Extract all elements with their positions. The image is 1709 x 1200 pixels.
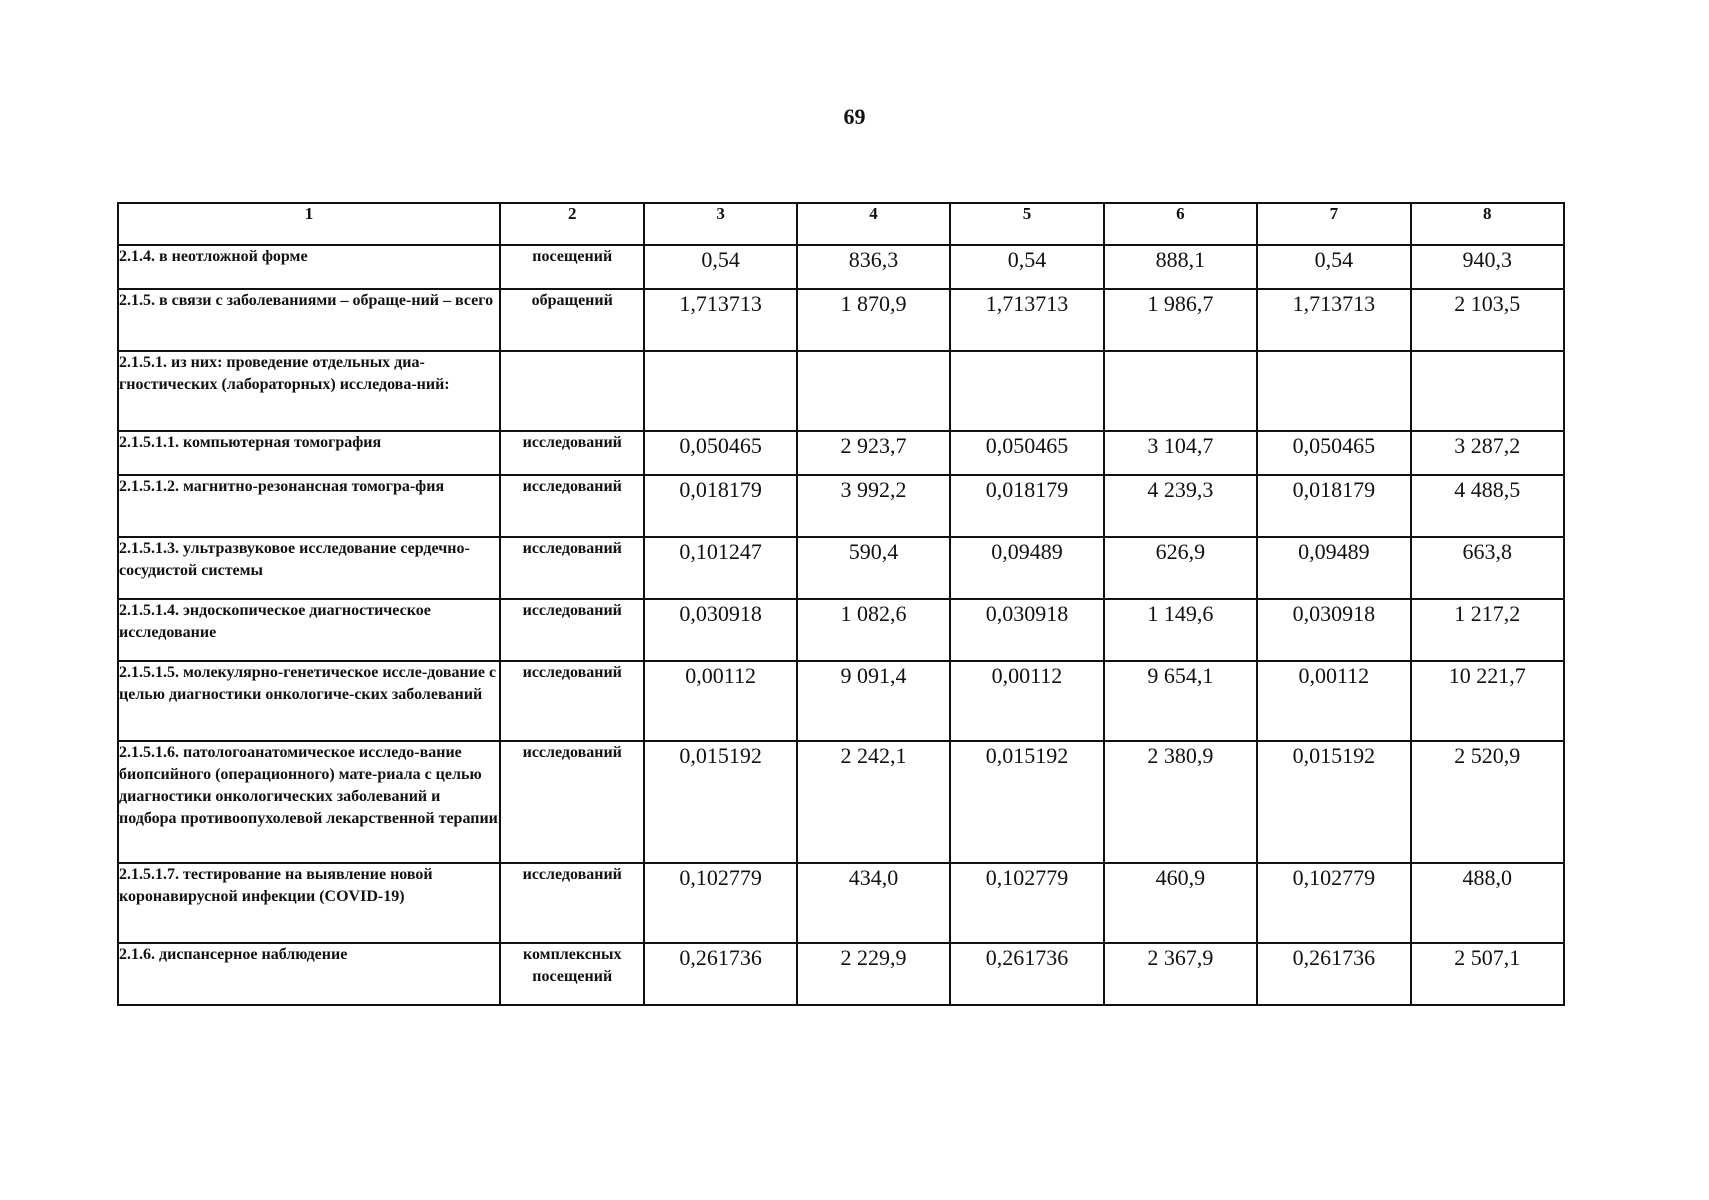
value-cell-col-5: 0,09489 [950,537,1103,599]
value-cell-col-3: 0,050465 [644,431,796,475]
row-unit: обращений [500,289,644,351]
value-cell-col-3: 0,261736 [644,943,796,1005]
table-row [118,943,1564,1005]
row-label: 2.1.5.1.7. тестирование на выявление новой коронавирусной инфекции (COVID-19) [118,863,500,943]
value-cell-col-7: 0,54 [1257,245,1410,289]
value-cell-col-8: 3 287,2 [1411,431,1564,475]
table-row [118,741,1564,863]
value-cell-col-4: 2 242,1 [797,741,950,863]
value-cell-col-8: 663,8 [1411,537,1564,599]
value-cell-col-6: 888,1 [1104,245,1257,289]
row-unit: исследований [500,863,644,943]
value-cell-col-5: 0,102779 [950,863,1103,943]
row-unit: исследований [500,599,644,661]
table-row [118,475,1564,537]
value-cell-col-3: 0,015192 [644,741,796,863]
data-table [117,202,1565,1006]
table-row [118,431,1564,475]
row-label: 2.1.5.1. из них: проведение отдельных диа-гностических (лабораторных) исследова-ний: [118,351,500,431]
value-cell-col-4: 3 992,2 [797,475,950,537]
row-label: 2.1.5.1.1. компьютерная томография [118,431,500,475]
value-cell-col-3: 0,018179 [644,475,796,537]
value-cell-col-6: 1 149,6 [1104,599,1257,661]
value-cell-col-5: 0,00112 [950,661,1103,741]
value-cell-col-6: 2 380,9 [1104,741,1257,863]
row-unit: исследований [500,741,644,863]
value-cell-col-8: 4 488,5 [1411,475,1564,537]
value-cell-col-7: 0,050465 [1257,431,1410,475]
value-cell-col-5: 0,015192 [950,741,1103,863]
table-row [118,351,1564,431]
value-cell-col-6: 1 986,7 [1104,289,1257,351]
value-cell-col-7: 0,018179 [1257,475,1410,537]
value-cell-col-8: 2 103,5 [1411,289,1564,351]
value-cell-col-6: 626,9 [1104,537,1257,599]
value-cell-col-7 [1257,351,1410,431]
value-cell-col-4: 836,3 [797,245,950,289]
row-unit: комплексных посещений [500,943,644,1005]
value-cell-col-7: 0,00112 [1257,661,1410,741]
value-cell-col-4: 2 923,7 [797,431,950,475]
column-header-2: 2 [500,203,644,245]
value-cell-col-3: 0,030918 [644,599,796,661]
value-cell-col-8: 940,3 [1411,245,1564,289]
row-label: 2.1.5.1.4. эндоскопическое диагностическое исследование [118,599,500,661]
value-cell-col-7: 0,102779 [1257,863,1410,943]
row-unit: посещений [500,245,644,289]
column-header-7: 7 [1257,203,1410,245]
table-row [118,289,1564,351]
value-cell-col-6 [1104,351,1257,431]
table-row [118,537,1564,599]
row-unit: исследований [500,475,644,537]
value-cell-col-4: 590,4 [797,537,950,599]
row-label: 2.1.5.1.6. патологоанатомическое исследо-вание биопсийного (операционного) мате-риала с целью диагностики онкологических заболеваний и подбора противоопухолевой лекарственной терапии [118,741,500,863]
value-cell-col-8: 2 520,9 [1411,741,1564,863]
table-row [118,599,1564,661]
row-label: 2.1.5.1.2. магнитно-резонансная томогра-фия [118,475,500,537]
value-cell-col-3: 0,54 [644,245,796,289]
value-cell-col-6: 2 367,9 [1104,943,1257,1005]
value-cell-col-4: 2 229,9 [797,943,950,1005]
row-label: 2.1.6. диспансерное наблюдение [118,943,500,1005]
value-cell-col-7: 0,261736 [1257,943,1410,1005]
value-cell-col-8 [1411,351,1564,431]
value-cell-col-7: 0,09489 [1257,537,1410,599]
value-cell-col-3: 0,102779 [644,863,796,943]
table-row [118,245,1564,289]
column-header-6: 6 [1104,203,1257,245]
row-label: 2.1.5.1.5. молекулярно-генетическое иссле-дование с целью диагностики онкологиче-ских заболеваний [118,661,500,741]
value-cell-col-8: 2 507,1 [1411,943,1564,1005]
value-cell-col-6: 9 654,1 [1104,661,1257,741]
value-cell-col-5: 0,54 [950,245,1103,289]
table-body [118,245,1564,1005]
column-header-1: 1 [118,203,500,245]
value-cell-col-8: 488,0 [1411,863,1564,943]
value-cell-col-4 [797,351,950,431]
value-cell-col-5: 0,018179 [950,475,1103,537]
value-cell-col-4: 9 091,4 [797,661,950,741]
header-row [118,203,1564,245]
value-cell-col-3 [644,351,796,431]
table-row [118,661,1564,741]
value-cell-col-8: 1 217,2 [1411,599,1564,661]
value-cell-col-5: 0,261736 [950,943,1103,1005]
value-cell-col-6: 4 239,3 [1104,475,1257,537]
value-cell-col-5: 0,030918 [950,599,1103,661]
value-cell-col-4: 434,0 [797,863,950,943]
value-cell-col-5 [950,351,1103,431]
page-number: 69 [843,104,866,129]
row-unit: исследований [500,537,644,599]
row-unit: исследований [500,431,644,475]
value-cell-col-7: 0,030918 [1257,599,1410,661]
value-cell-col-5: 1,713713 [950,289,1103,351]
column-header-4: 4 [797,203,950,245]
value-cell-col-3: 0,00112 [644,661,796,741]
table-row [118,863,1564,943]
value-cell-col-3: 0,101247 [644,537,796,599]
row-label: 2.1.5. в связи с заболеваниями – обраще-ний – всего [118,289,500,351]
column-header-5: 5 [950,203,1103,245]
value-cell-col-7: 1,713713 [1257,289,1410,351]
row-unit [500,351,644,431]
value-cell-col-7: 0,015192 [1257,741,1410,863]
value-cell-col-5: 0,050465 [950,431,1103,475]
row-label: 2.1.5.1.3. ультразвуковое исследование сердечно-сосудистой системы [118,537,500,599]
value-cell-col-6: 3 104,7 [1104,431,1257,475]
value-cell-col-8: 10 221,7 [1411,661,1564,741]
row-unit: исследований [500,661,644,741]
column-header-3: 3 [644,203,796,245]
column-header-8: 8 [1411,203,1564,245]
value-cell-col-3: 1,713713 [644,289,796,351]
value-cell-col-6: 460,9 [1104,863,1257,943]
value-cell-col-4: 1 870,9 [797,289,950,351]
value-cell-col-4: 1 082,6 [797,599,950,661]
row-label: 2.1.4. в неотложной форме [118,245,500,289]
